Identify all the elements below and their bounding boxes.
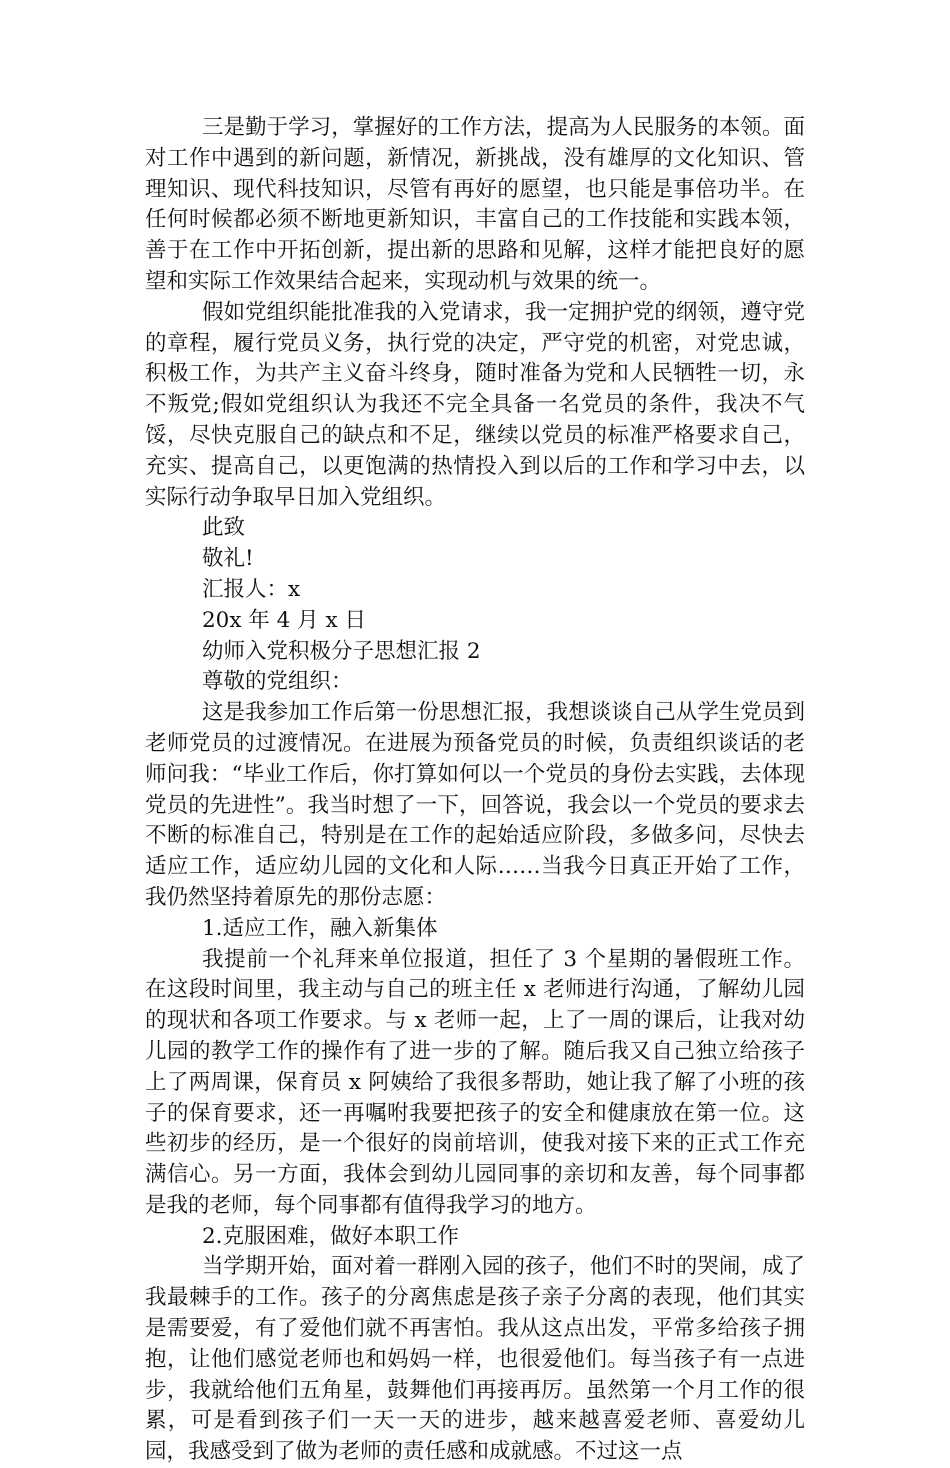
paragraph-intro: 这是我参加工作后第一份思想汇报，我想谈谈自己从学生党员到老师党员的过渡情况。在进展为预备党员的时候，负责组织谈话的老师问我：“毕业工作后，你打算如何以一个党员的身份去实践，去体现党员的先进性”。我当时想了一下，回答说，我会以一个党员的要求去不断的标准自己，特别是在工作的起始适应阶段，多做多问，尽快去适应工作，适应幼儿园的文化和人际……当我今日真正开始了工作，我仍然坚持着原先的那份志愿： bbox=[145, 700, 805, 910]
closing-line: 此致 bbox=[202, 515, 246, 541]
paragraph-section-1: 我提前一个礼拜来单位报道，担任了 3 个星期的暑假班工作。在这段时间里，我主动与自己的班主任 x 老师进行沟通，了解幼儿园的现状和各项工作要求。与 x 老师一起，上了一周的课后，让我对幼儿园的教学工作的操作有了进一步的了解。随后我又自己独立给孩子上了两周课，保育员 x 阿姨给了我很多帮助，她让我了解了小班的孩子的保育要求，还一再嘱咐我要把孩子的安全和健康放在第一位。这些初步的经历，是一个很好的岗前培训，使我对接下来的正式工作充满信心。另一方面，我体会到幼儿园同事的亲切和友善，每个同事都是我的老师，每个同事都有值得我学习的地方。 bbox=[145, 946, 805, 1218]
reporter-line: 汇报人：x bbox=[202, 576, 301, 602]
section-heading-1: 1.适应工作，融入新集体 bbox=[202, 915, 438, 941]
paragraph-pledge: 假如党组织能批准我的入党请求，我一定拥护党的纲领，遵守党的章程，履行党员义务，执行党的决定，严守党的机密，对党忠诚，积极工作，为共产主义奋斗终身，随时准备为党和人民牺牲一切，永不叛党;假如党组织认为我还不完全具备一名党员的条件，我决不气馁，尽快克服自己的缺点和不足，继续以党员的标准严格要求自己，充实、提高自己，以更饱满的热情投入到以后的工作和学习中去，以实际行动争取早日加入党组织。 bbox=[145, 299, 805, 510]
paragraph-study: 三是勤于学习，掌握好的工作方法，提高为人民服务的本领。面对工作中遇到的新问题，新情况，新挑战，没有雄厚的文化知识、管理知识、现代科技知识，尽管有再好的愿望，也只能是事倍功半。在任何时候都必须不断地更新知识，丰富自己的工作技能和实践本领，善于在工作中开拓创新，提出新的思路和见解，这样才能把良好的愿望和实际工作效果结合起来，实现动机与效果的统一。 bbox=[145, 115, 805, 294]
date-line: 20x 年 4 月 x 日 bbox=[202, 607, 366, 633]
report-title: 幼师入党积极分子思想汇报 2 bbox=[202, 638, 481, 664]
salute-line: 敬礼! bbox=[202, 546, 254, 572]
section-heading-2: 2.克服困难，做好本职工作 bbox=[202, 1223, 460, 1249]
greeting-line: 尊敬的党组织： bbox=[202, 669, 353, 695]
paragraph-section-2: 当学期开始，面对着一群刚入园的孩子，他们不时的哭闹，成了我最棘手的工作。孩子的分离焦虑是孩子亲子分离的表现，他们其实是需要爱，有了爱他们就不再害怕。我从这点出发，平常多给孩子拥抱，让他们感觉老师也和妈妈一样，也很爱他们。每当孩子有一点进步，我就给他们五角星，鼓舞他们再接再厉。虽然第一个月工作的很累，可是看到孩子们一天一天的进步，越来越喜爱老师、喜爱幼儿园，我感受到了做为老师的责任感和成就感。不过这一点 bbox=[145, 1254, 805, 1465]
document-page bbox=[145, 113, 805, 1468]
